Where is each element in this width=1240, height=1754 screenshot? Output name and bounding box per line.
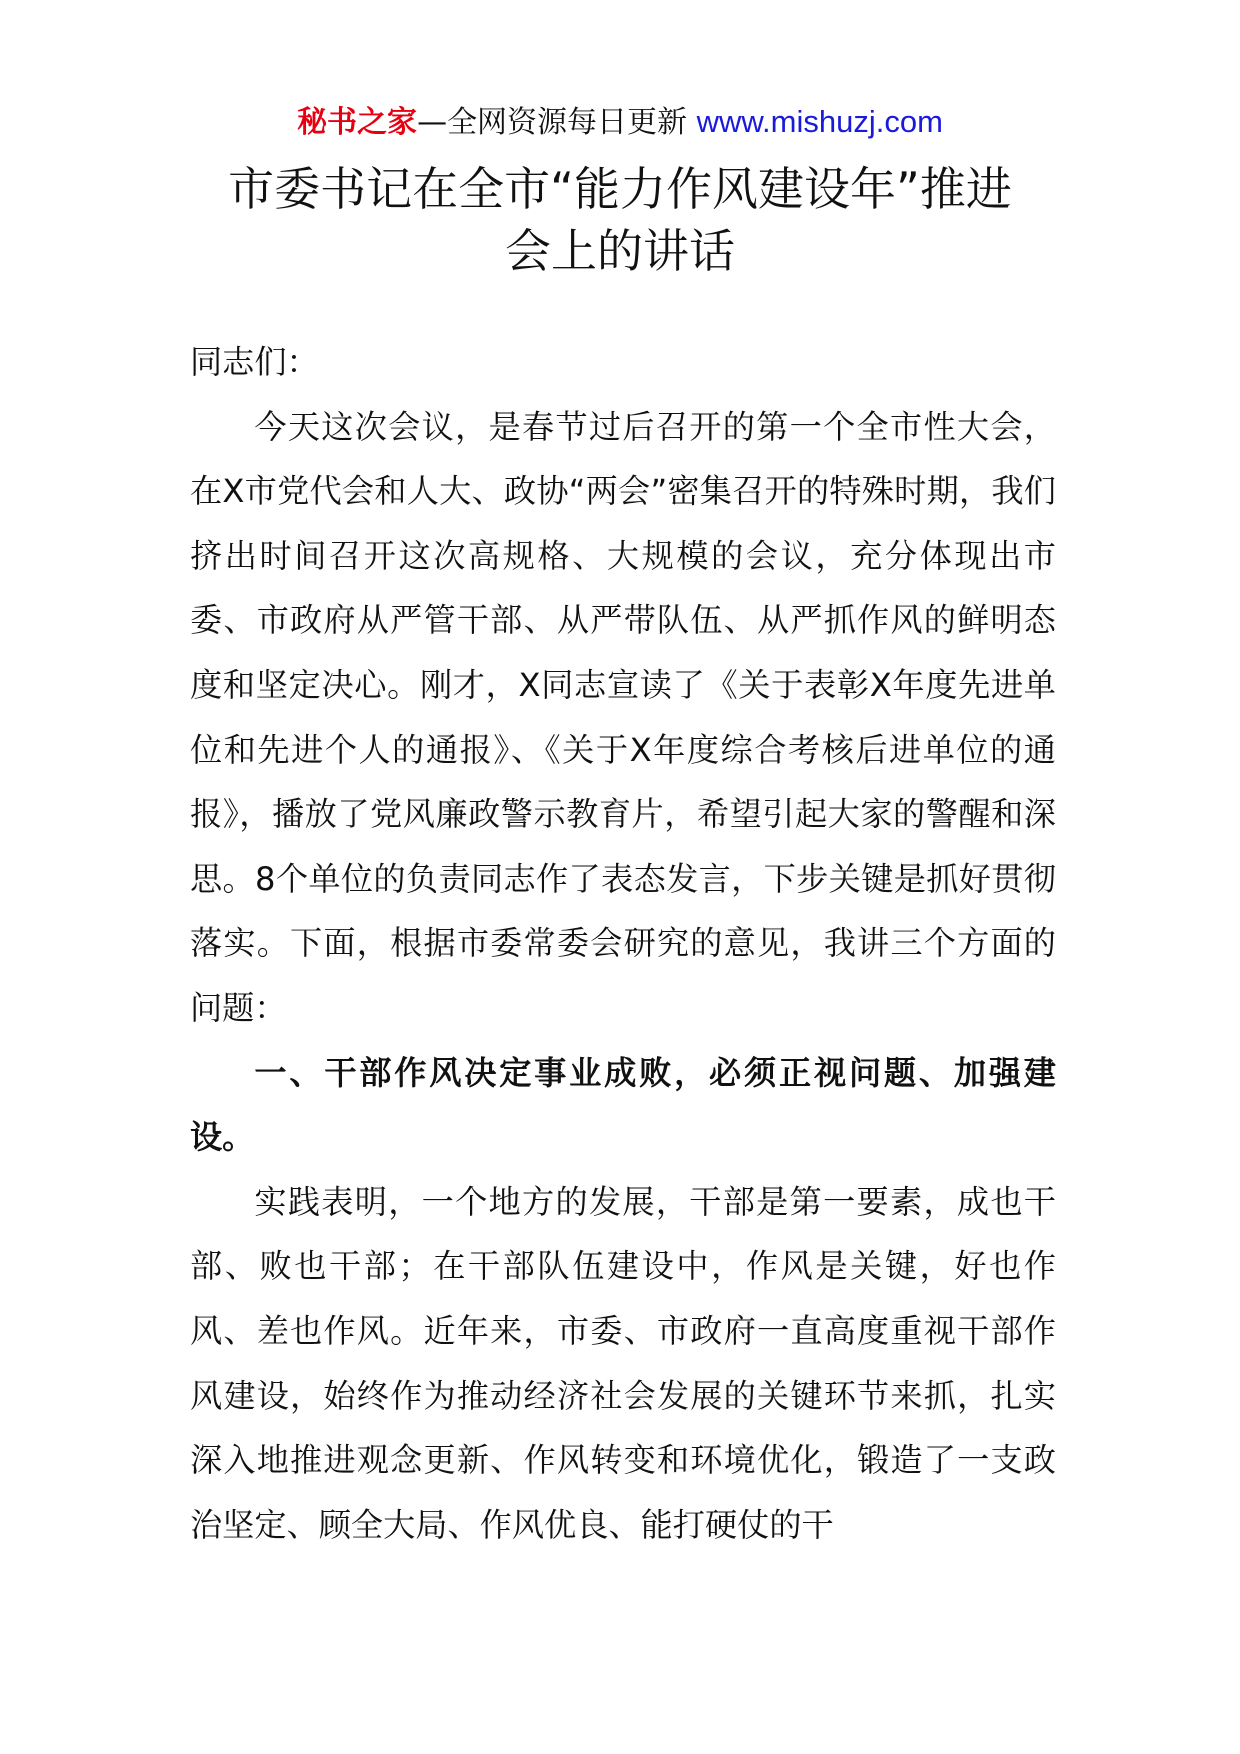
- title-line-2: 会上的讲话: [505, 224, 735, 278]
- document-body: [190, 330, 1056, 1557]
- banner-tagline: —全网资源每日更新: [417, 105, 688, 140]
- document-title: [120, 158, 1120, 282]
- section-heading-1: 一、干部作风决定事业成败，必须正视问题、加强建设。: [190, 1053, 1056, 1157]
- site-url-link[interactable]: www.mishuzj.com: [696, 104, 943, 139]
- salutation: 同志们：: [190, 343, 319, 381]
- paragraph-opening: 今天这次会议，是春节过后召开的第一个全市性大会，在X市党代会和人大、政协“两会”密集召开的特殊时期，我们挤出时间召开这次高规格、大规模的会议，充分体现出市委、市政府从严管干部、从严带队伍、从严抓作风的鲜明态度和坚定决心。刚才，X同志宣读了《关于表彰X年度先进单位和先进个人的通报》、《关于X年度综合考核后进单位的通报》，播放了党风廉政警示教育片，希望引起大家的警醒和深思。8个单位的负责同志作了表态发言，下步关键是抓好贯彻落实。下面，根据市委常委会研究的意见，我讲三个方面的问题：: [190, 407, 1056, 1027]
- brand-name: 秘书之家: [297, 105, 418, 140]
- site-banner: [0, 100, 1240, 145]
- paragraph-practice: 实践表明，一个地方的发展，干部是第一要素，成也干部、败也干部；在干部队伍建设中，作风是关键，好也作风、差也作风。近年来，市委、市政府一直高度重视干部作风建设，始终作为推动经济社会发展的关键环节来抓，扎实深入地推进观念更新、作风转变和环境优化，锻造了一支政治坚定、顾全大局、作风优良、能打硬仗的干: [190, 1182, 1056, 1544]
- title-line-1: 市委书记在全市“能力作风建设年”推进: [228, 162, 1012, 216]
